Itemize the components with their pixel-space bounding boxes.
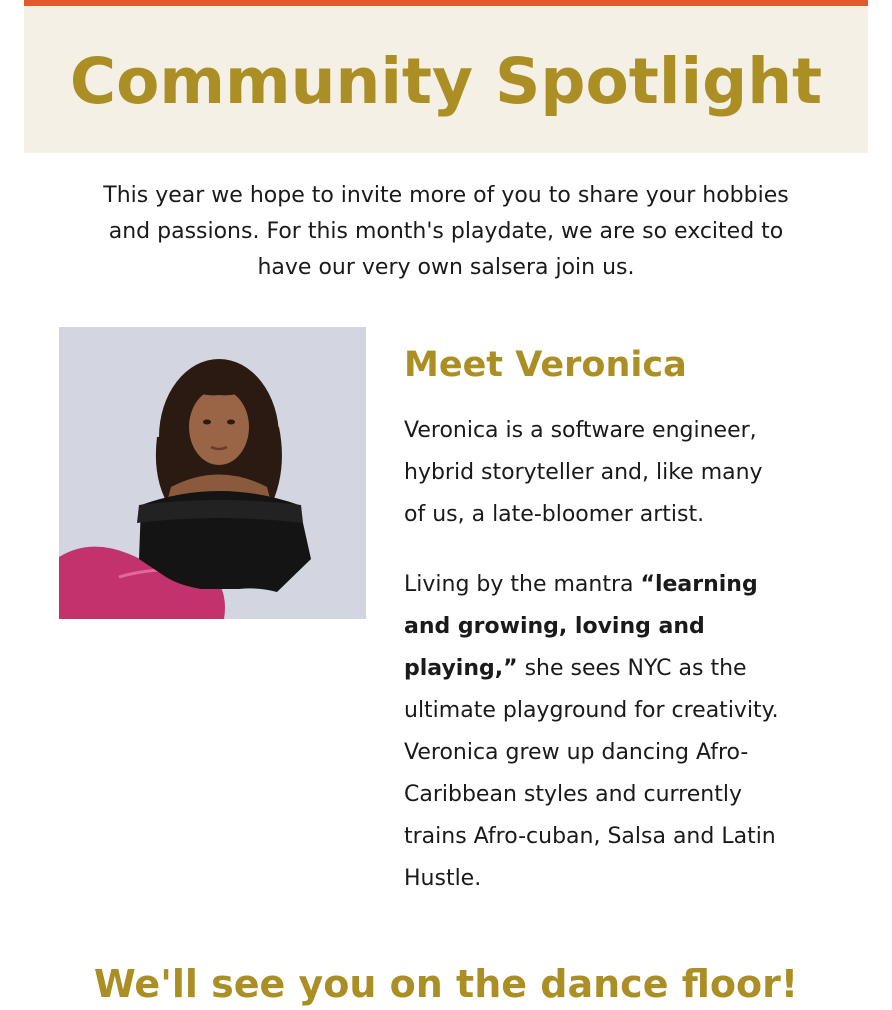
portrait-photo bbox=[59, 327, 366, 619]
bio-paragraph bbox=[404, 410, 844, 536]
mantra-quote-part-3: playing,” bbox=[404, 656, 518, 681]
profile-heading: Meet Veronica bbox=[404, 345, 687, 385]
bio-line-1: Veronica is a software engineer, bbox=[404, 418, 757, 443]
bio-line-2: hybrid storyteller and, like many bbox=[404, 460, 763, 485]
mantra-paragraph bbox=[404, 564, 844, 900]
mantra-line-5: Veronica grew up dancing Afro- bbox=[404, 740, 749, 765]
bio-line-3: of us, a late-bloomer artist. bbox=[404, 502, 705, 527]
page-title: Community Spotlight bbox=[69, 45, 823, 118]
header-band bbox=[24, 6, 868, 153]
mantra-line-6: Caribbean styles and currently bbox=[404, 782, 742, 807]
mantra-quote-part-1: “learning bbox=[640, 572, 758, 597]
profile-section bbox=[404, 342, 844, 928]
mantra-line-3-rest: she sees NYC as the bbox=[517, 656, 747, 681]
intro-paragraph bbox=[46, 178, 846, 286]
mantra-lead: Living by the mantra bbox=[404, 572, 641, 597]
mantra-line-7: trains Afro-cuban, Salsa and Latin bbox=[404, 824, 776, 849]
mantra-quote-part-2: and growing, loving and bbox=[404, 614, 705, 639]
mantra-line-4: ultimate playground for creativity. bbox=[404, 698, 779, 723]
mantra-line-8: Hustle. bbox=[404, 866, 482, 891]
intro-line-3: have our very own salsera join us. bbox=[257, 255, 635, 280]
intro-line-1: This year we hope to invite more of you to share your hobbies bbox=[103, 183, 789, 208]
intro-line-2: and passions. For this month's playdate, we are so excited to bbox=[108, 219, 784, 244]
closing-heading: We'll see you on the dance floor! bbox=[93, 962, 799, 1006]
